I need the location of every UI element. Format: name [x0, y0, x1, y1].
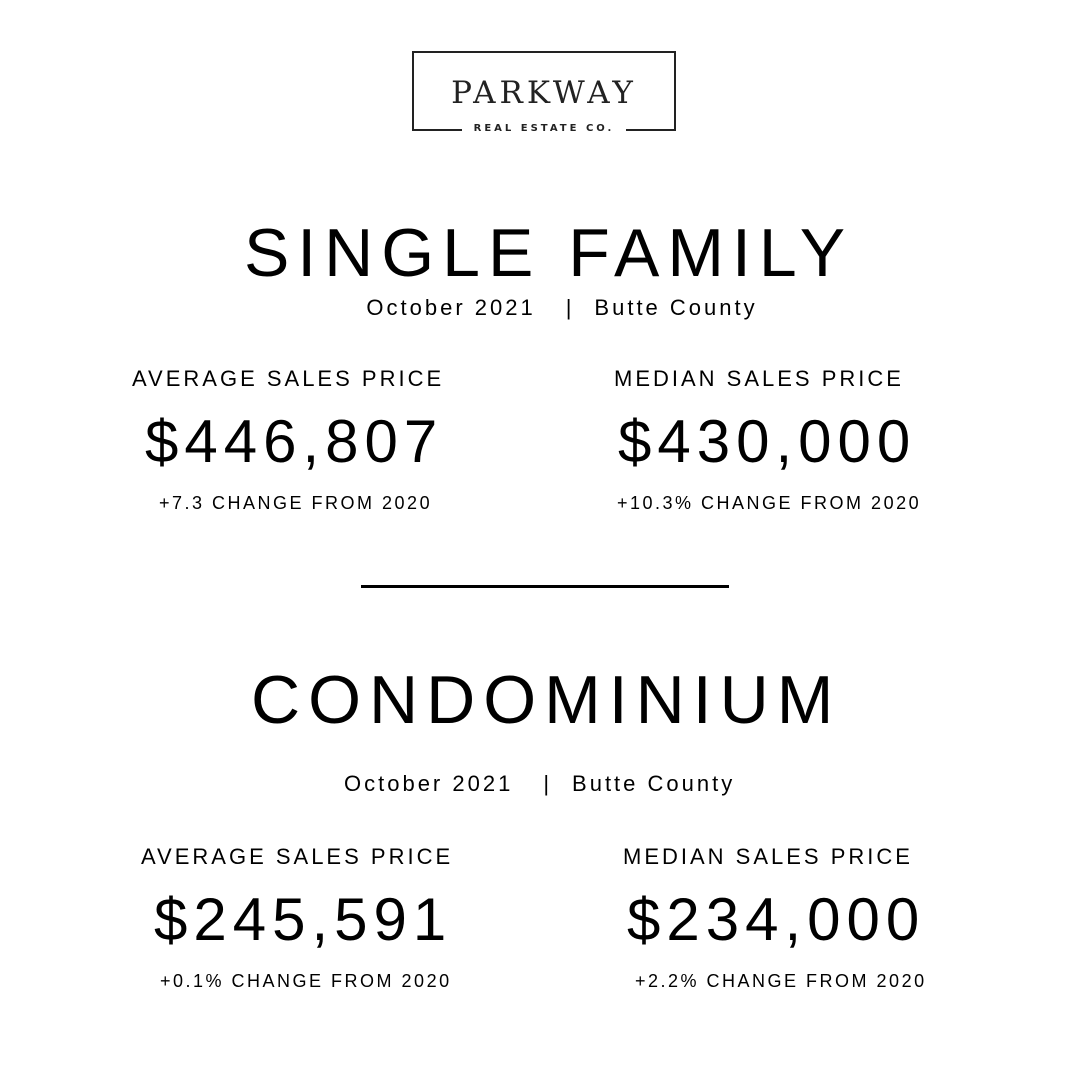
- average-sales-price-label: AVERAGE SALES PRICE: [132, 366, 445, 391]
- location-text: Butte County: [572, 771, 736, 796]
- average-sales-price-value: $446,807: [145, 408, 444, 475]
- median-sales-price-value: $430,000: [618, 408, 917, 475]
- median-sales-price-label: MEDIAN SALES PRICE: [614, 366, 904, 391]
- location-text: Butte County: [594, 295, 758, 320]
- separator: |: [565, 295, 575, 320]
- section-subtitle-condominium: [344, 773, 735, 795]
- logo-tagline: REAL ESTATE CO.: [462, 120, 627, 138]
- logo-name: PARKWAY: [451, 75, 637, 111]
- section-divider: [361, 585, 729, 588]
- parkway-logo: [412, 51, 676, 134]
- separator: |: [543, 771, 553, 796]
- period-text: October 2021: [366, 295, 536, 320]
- average-sales-price-change: +0.1% CHANGE FROM 2020: [160, 971, 452, 991]
- median-sales-price-change: +10.3% CHANGE FROM 2020: [617, 493, 922, 513]
- median-sales-price-value: $234,000: [627, 886, 926, 953]
- section-subtitle-single-family: [0, 297, 1080, 319]
- section-title-single-family: SINGLE FAMILY: [243, 215, 854, 291]
- average-sales-price-value: $245,591: [154, 886, 453, 953]
- section-title-condominium: CONDOMINIUM: [251, 662, 842, 738]
- average-sales-price-label: AVERAGE SALES PRICE: [141, 844, 454, 869]
- median-sales-price-label: MEDIAN SALES PRICE: [623, 844, 913, 869]
- average-sales-price-change: +7.3 CHANGE FROM 2020: [159, 493, 433, 513]
- median-sales-price-change: +2.2% CHANGE FROM 2020: [635, 971, 927, 991]
- period-text: October 2021: [344, 771, 514, 796]
